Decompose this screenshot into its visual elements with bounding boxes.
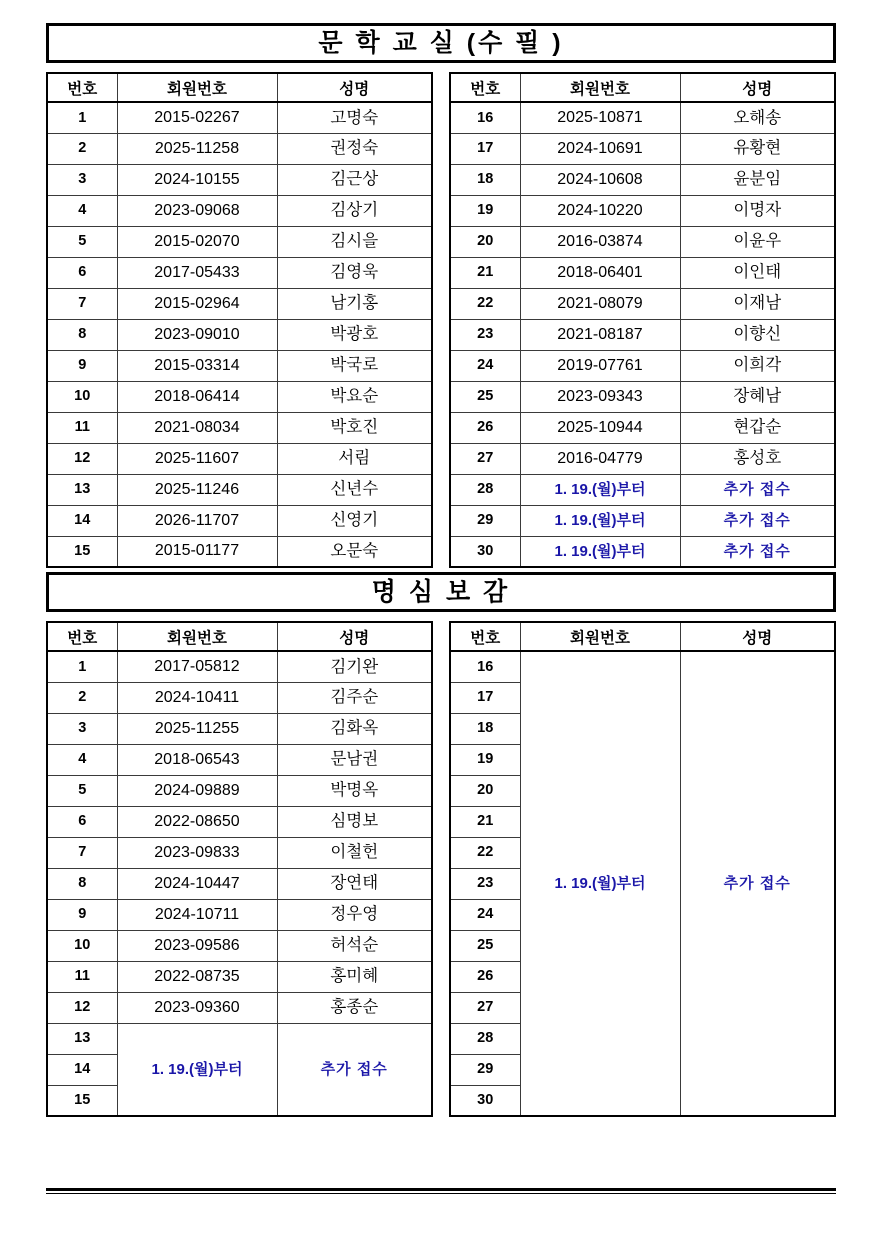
table-row [47, 195, 432, 226]
cell-member-name: 윤분임 [680, 164, 835, 195]
table-row [47, 226, 432, 257]
cell-member-name: 허석순 [277, 930, 432, 961]
cell-row-number: 13 [47, 1023, 117, 1054]
cell-row-number: 1 [47, 651, 117, 682]
cell-member-name: 김상기 [277, 195, 432, 226]
cell-row-number: 7 [47, 288, 117, 319]
table-row [450, 195, 835, 226]
column-header-name: 성명 [680, 622, 835, 651]
cell-member-name: 박명옥 [277, 775, 432, 806]
cell-member-number: 2015-01177 [117, 536, 277, 567]
cell-member-number: 2021-08187 [520, 319, 680, 350]
cell-row-number: 21 [450, 806, 520, 837]
cell-notice-status: 추가 접수 [680, 536, 835, 567]
cell-row-number: 2 [47, 133, 117, 164]
cell-member-number: 2025-11255 [117, 713, 277, 744]
cell-member-number: 2024-10411 [117, 682, 277, 713]
cell-row-number: 30 [450, 536, 520, 567]
cell-row-number: 9 [47, 350, 117, 381]
table-row [450, 474, 835, 505]
cell-row-number: 6 [47, 257, 117, 288]
cell-member-name: 서림 [277, 443, 432, 474]
cell-member-name: 권정숙 [277, 133, 432, 164]
cell-row-number: 10 [47, 381, 117, 412]
cell-notice-status: 추가 접수 [680, 651, 835, 1116]
cell-member-number: 2016-04779 [520, 443, 680, 474]
table-row [450, 350, 835, 381]
cell-member-number: 2025-11258 [117, 133, 277, 164]
cell-member-number: 2015-02267 [117, 102, 277, 133]
cell-row-number: 25 [450, 930, 520, 961]
cell-member-number: 2023-09833 [117, 837, 277, 868]
cell-row-number: 29 [450, 505, 520, 536]
table-row [450, 505, 835, 536]
column-header-name: 성명 [277, 73, 432, 102]
roster-body [450, 651, 835, 1116]
table-row [450, 443, 835, 474]
column-header-member-no: 회원번호 [117, 73, 277, 102]
cell-row-number: 28 [450, 1023, 520, 1054]
cell-row-number: 16 [450, 651, 520, 682]
cell-member-name: 김시을 [277, 226, 432, 257]
cell-member-number: 2015-02964 [117, 288, 277, 319]
cell-member-name: 문남권 [277, 744, 432, 775]
table-row [47, 319, 432, 350]
cell-member-name: 김근상 [277, 164, 432, 195]
cell-row-number: 29 [450, 1054, 520, 1085]
column-header-name: 성명 [680, 73, 835, 102]
cell-member-name: 이재남 [680, 288, 835, 319]
cell-row-number: 17 [450, 133, 520, 164]
cell-row-number: 11 [47, 961, 117, 992]
cell-row-number: 10 [47, 930, 117, 961]
column-header-member-no: 회원번호 [520, 73, 680, 102]
cell-row-number: 15 [47, 536, 117, 567]
section-title-box [46, 23, 836, 63]
cell-member-number: 2022-08650 [117, 806, 277, 837]
cell-row-number: 23 [450, 319, 520, 350]
column-header-name: 성명 [277, 622, 432, 651]
column-header-member-no: 회원번호 [520, 622, 680, 651]
cell-member-number: 2024-10608 [520, 164, 680, 195]
cell-row-number: 16 [450, 102, 520, 133]
roster-table-right [449, 72, 836, 568]
cell-member-number: 2024-10220 [520, 195, 680, 226]
table-row [47, 102, 432, 133]
cell-member-number: 2022-08735 [117, 961, 277, 992]
table-header-row [450, 73, 835, 102]
cell-member-number: 2023-09360 [117, 992, 277, 1023]
roster-body [47, 651, 432, 1116]
cell-member-name: 이인태 [680, 257, 835, 288]
section-title-box [46, 572, 836, 612]
column-header-no: 번호 [47, 73, 117, 102]
cell-row-number: 27 [450, 992, 520, 1023]
cell-row-number: 17 [450, 682, 520, 713]
table-row [47, 381, 432, 412]
cell-member-number: 2021-08079 [520, 288, 680, 319]
cell-row-number: 21 [450, 257, 520, 288]
table-row [47, 837, 432, 868]
cell-row-number: 13 [47, 474, 117, 505]
cell-member-number: 2023-09010 [117, 319, 277, 350]
roster-table-right [449, 621, 836, 1117]
table-row [450, 536, 835, 567]
cell-row-number: 14 [47, 1054, 117, 1085]
column-header-no: 번호 [450, 73, 520, 102]
cell-row-number: 15 [47, 1085, 117, 1116]
table-row [47, 651, 432, 682]
roster-table-left [46, 72, 433, 568]
roster-tables-row [46, 621, 836, 1117]
cell-row-number: 24 [450, 899, 520, 930]
cell-member-name: 이명자 [680, 195, 835, 226]
cell-member-name: 김기완 [277, 651, 432, 682]
page-title: 명 심 보 감 [371, 577, 511, 606]
cell-member-number: 2025-10871 [520, 102, 680, 133]
cell-notice-status: 추가 접수 [277, 1023, 432, 1116]
cell-row-number: 22 [450, 288, 520, 319]
cell-row-number: 3 [47, 164, 117, 195]
roster-body [47, 102, 432, 567]
table-row [47, 350, 432, 381]
cell-row-number: 20 [450, 775, 520, 806]
cell-member-name: 이윤우 [680, 226, 835, 257]
cell-row-number: 23 [450, 868, 520, 899]
column-header-no: 번호 [450, 622, 520, 651]
cell-member-number: 2024-10691 [520, 133, 680, 164]
cell-member-name: 신년수 [277, 474, 432, 505]
cell-member-name: 이철헌 [277, 837, 432, 868]
column-header-no: 번호 [47, 622, 117, 651]
table-row [450, 412, 835, 443]
cell-member-number: 2023-09343 [520, 381, 680, 412]
cell-row-number: 12 [47, 443, 117, 474]
cell-notice-status: 추가 접수 [680, 505, 835, 536]
cell-member-name: 박호진 [277, 412, 432, 443]
cell-member-name: 이희각 [680, 350, 835, 381]
cell-row-number: 27 [450, 443, 520, 474]
cell-row-number: 1 [47, 102, 117, 133]
table-row [47, 961, 432, 992]
cell-member-number: 2024-09889 [117, 775, 277, 806]
table-row [47, 868, 432, 899]
table-header-row [47, 622, 432, 651]
cell-member-name: 유황현 [680, 133, 835, 164]
cell-member-name: 박요순 [277, 381, 432, 412]
cell-member-name: 박국로 [277, 350, 432, 381]
table-row [47, 133, 432, 164]
table-row [47, 257, 432, 288]
cell-row-number: 6 [47, 806, 117, 837]
table-row [47, 992, 432, 1023]
cell-member-name: 장연태 [277, 868, 432, 899]
cell-row-number: 3 [47, 713, 117, 744]
cell-row-number: 11 [47, 412, 117, 443]
cell-row-number: 4 [47, 744, 117, 775]
cell-row-number: 19 [450, 744, 520, 775]
table-row [47, 899, 432, 930]
cell-row-number: 12 [47, 992, 117, 1023]
cell-member-name: 오문숙 [277, 536, 432, 567]
cell-member-number: 2016-03874 [520, 226, 680, 257]
cell-row-number: 9 [47, 899, 117, 930]
cell-row-number: 18 [450, 164, 520, 195]
cell-member-name: 남기홍 [277, 288, 432, 319]
table-row [450, 319, 835, 350]
cell-row-number: 14 [47, 505, 117, 536]
cell-member-number: 2025-10944 [520, 412, 680, 443]
cell-member-number: 2019-07761 [520, 350, 680, 381]
cell-member-number: 2024-10447 [117, 868, 277, 899]
cell-row-number: 28 [450, 474, 520, 505]
cell-notice-status: 추가 접수 [680, 474, 835, 505]
cell-row-number: 26 [450, 961, 520, 992]
cell-member-number: 2024-10155 [117, 164, 277, 195]
cell-member-number: 2023-09068 [117, 195, 277, 226]
page-bottom-rule [46, 1188, 836, 1194]
page-title: 문 학 교 실 (수 필 ) [318, 28, 564, 57]
cell-member-number: 2025-11246 [117, 474, 277, 505]
cell-member-number: 2018-06543 [117, 744, 277, 775]
cell-member-name: 홍성호 [680, 443, 835, 474]
section-myeongsimbogam [46, 572, 836, 1117]
cell-member-number: 2017-05812 [117, 651, 277, 682]
table-row [47, 443, 432, 474]
cell-member-name: 오해송 [680, 102, 835, 133]
table-row [47, 288, 432, 319]
table-row [47, 164, 432, 195]
cell-row-number: 5 [47, 226, 117, 257]
column-header-member-no: 회원번호 [117, 622, 277, 651]
table-row [47, 474, 432, 505]
cell-row-number: 2 [47, 682, 117, 713]
cell-notice-date: 1. 19.(월)부터 [520, 505, 680, 536]
cell-member-name: 현갑순 [680, 412, 835, 443]
cell-member-number: 2026-11707 [117, 505, 277, 536]
table-row [47, 930, 432, 961]
cell-notice-date: 1. 19.(월)부터 [520, 474, 680, 505]
cell-notice-date: 1. 19.(월)부터 [520, 536, 680, 567]
table-row [450, 288, 835, 319]
cell-row-number: 22 [450, 837, 520, 868]
table-row [450, 164, 835, 195]
cell-member-number: 2024-10711 [117, 899, 277, 930]
table-row [47, 682, 432, 713]
cell-member-name: 심명보 [277, 806, 432, 837]
cell-row-number: 8 [47, 868, 117, 899]
table-row [47, 806, 432, 837]
table-row [450, 257, 835, 288]
cell-member-number: 2025-11607 [117, 443, 277, 474]
cell-row-number: 18 [450, 713, 520, 744]
cell-member-name: 김주순 [277, 682, 432, 713]
cell-member-number: 2017-05433 [117, 257, 277, 288]
cell-member-name: 김화옥 [277, 713, 432, 744]
cell-row-number: 24 [450, 350, 520, 381]
table-row [450, 381, 835, 412]
cell-row-number: 30 [450, 1085, 520, 1116]
cell-member-name: 신영기 [277, 505, 432, 536]
roster-body [450, 102, 835, 567]
cell-row-number: 19 [450, 195, 520, 226]
cell-member-name: 고명숙 [277, 102, 432, 133]
cell-member-name: 홍종순 [277, 992, 432, 1023]
cell-member-number: 2015-02070 [117, 226, 277, 257]
cell-member-name: 김영욱 [277, 257, 432, 288]
cell-row-number: 8 [47, 319, 117, 350]
table-row [450, 133, 835, 164]
cell-row-number: 7 [47, 837, 117, 868]
cell-row-number: 4 [47, 195, 117, 226]
table-row [47, 775, 432, 806]
table-row [47, 744, 432, 775]
section-literature-essay [46, 23, 836, 568]
cell-notice-date: 1. 19.(월)부터 [117, 1023, 277, 1116]
table-header-row [450, 622, 835, 651]
cell-member-number: 2023-09586 [117, 930, 277, 961]
table-row [47, 713, 432, 744]
table-row [450, 651, 835, 682]
table-header-row [47, 73, 432, 102]
cell-member-number: 2018-06414 [117, 381, 277, 412]
cell-member-name: 홍미혜 [277, 961, 432, 992]
roster-tables-row [46, 72, 836, 568]
cell-row-number: 26 [450, 412, 520, 443]
cell-member-name: 정우영 [277, 899, 432, 930]
cell-member-name: 이향신 [680, 319, 835, 350]
cell-row-number: 20 [450, 226, 520, 257]
cell-notice-date: 1. 19.(월)부터 [520, 651, 680, 1116]
table-row [47, 1023, 432, 1054]
cell-member-number: 2021-08034 [117, 412, 277, 443]
table-row [47, 536, 432, 567]
cell-member-number: 2018-06401 [520, 257, 680, 288]
table-row [47, 412, 432, 443]
cell-member-name: 장혜남 [680, 381, 835, 412]
cell-member-name: 박광호 [277, 319, 432, 350]
roster-table-left [46, 621, 433, 1117]
table-row [47, 505, 432, 536]
table-row [450, 226, 835, 257]
cell-row-number: 5 [47, 775, 117, 806]
cell-row-number: 25 [450, 381, 520, 412]
table-row [450, 102, 835, 133]
cell-member-number: 2015-03314 [117, 350, 277, 381]
